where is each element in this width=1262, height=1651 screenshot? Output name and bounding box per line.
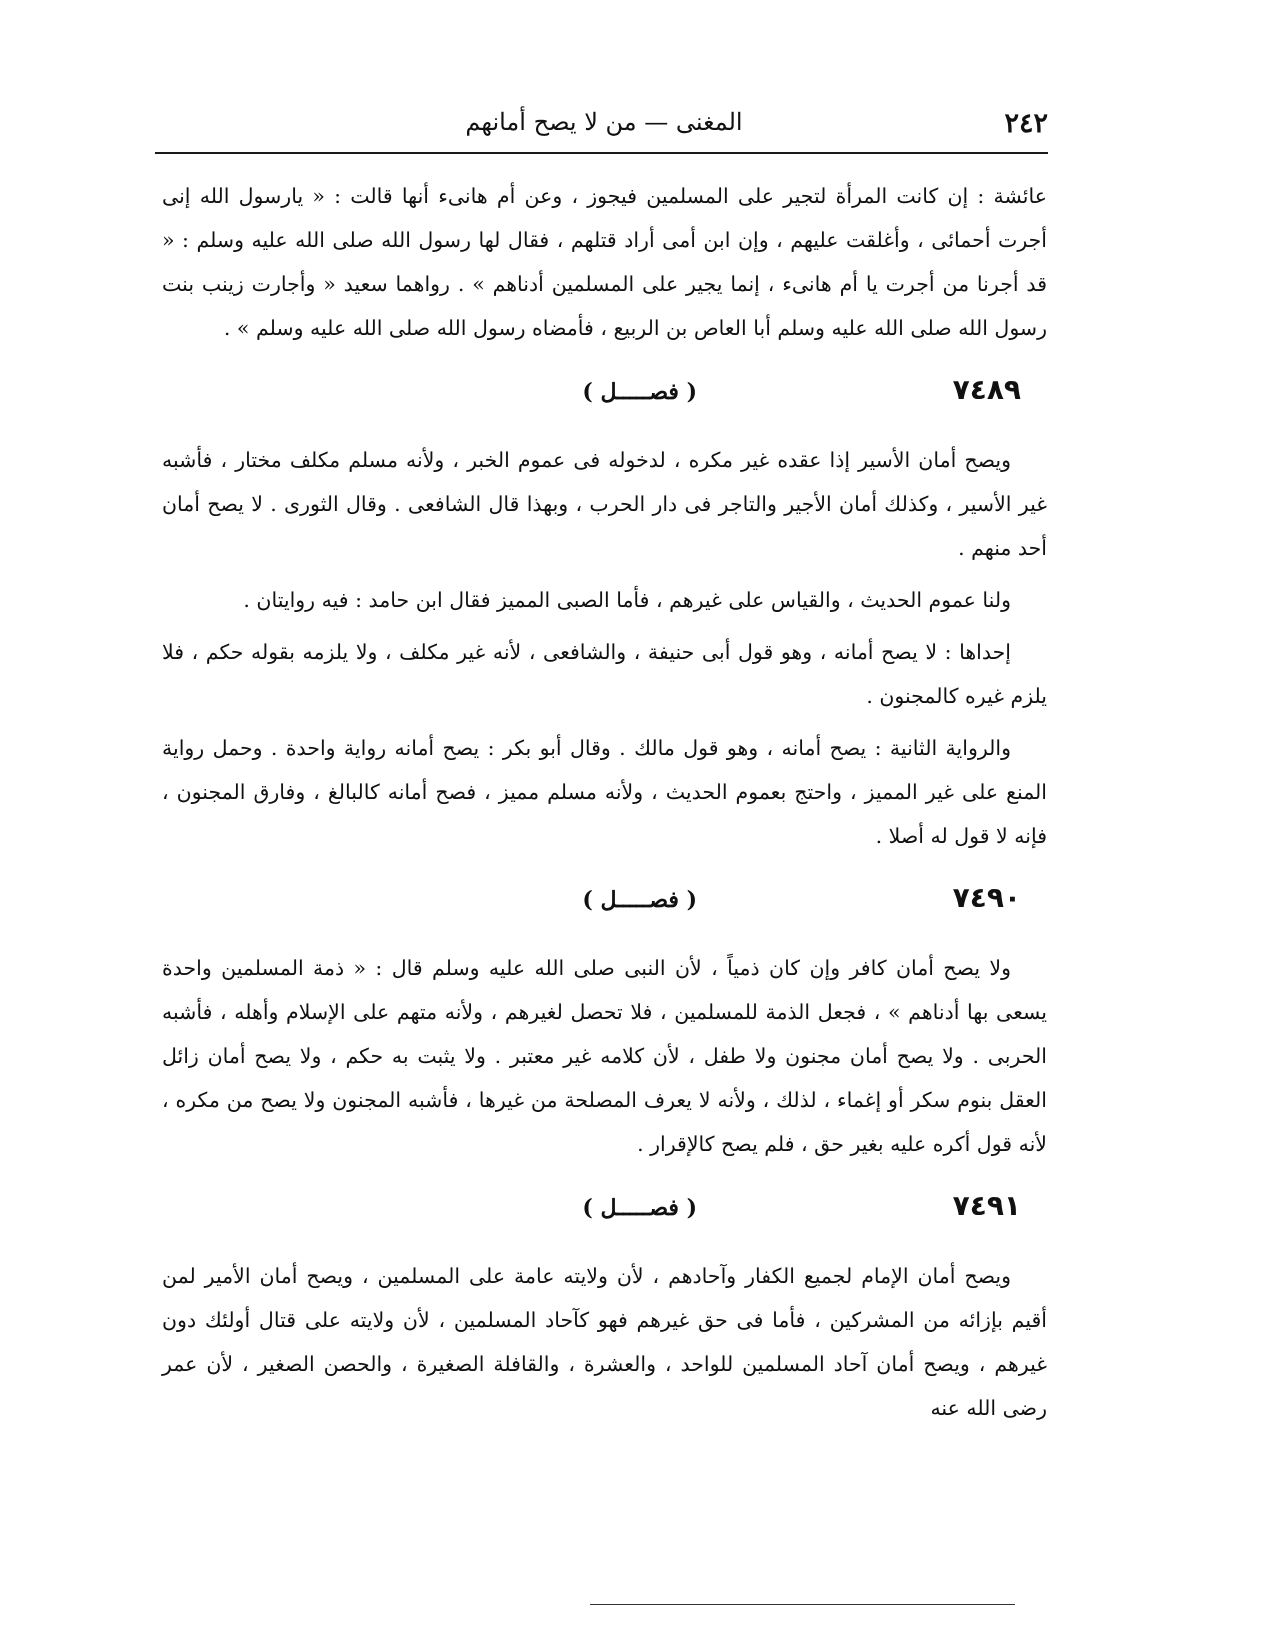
section-title: ( فصـــــل )	[582, 1195, 697, 1221]
page-number: ٢٤٢	[1004, 108, 1048, 139]
section-number: ٧٤٩٠	[952, 881, 1021, 914]
section-heading-7489	[162, 368, 1047, 414]
running-title: المغنى — من لا يصح أمانهم	[465, 108, 743, 136]
page-body	[162, 174, 1047, 1430]
paragraph: والرواية الثانية : يصح أمانه ، وهو قول مالك . وقال أبو بكر : يصح أمانه رواية واحدة . وحمل رواية المنع على غير المميز ، واحتج بعموم الحديث ، ولأنه مسلم مميز ، فصح أمانه كالبالغ ، وفارق المجنون ، فإنه لا قول له أصلا .	[162, 736, 1047, 848]
section-title: ( فصـــــل )	[582, 887, 697, 913]
page-header	[160, 100, 1048, 144]
intro-paragraph: عائشة : إن كانت المرأة لتجير على المسلمين فيجوز ، وعن أم هانىء أنها قالت : « يارسول الله إنى أجرت أحمائى ، وأغلقت عليهم ، وإن ابن أمى أراد قتلهم ، فقال لها رسول الله صلى الله عليه وسلم : « قد أجرنا من أجرت يا أم هانىء ، إنما يجير على المسلمين أدناهم » . رواهما سعيد « وأجارت زينب بنت رسول الله صلى الله عليه وسلم أبا العاص بن الربيع ، فأمضاه رسول الله صلى الله عليه وسلم » .	[162, 184, 1047, 340]
section-heading-7490	[162, 876, 1047, 922]
paragraph: إحداها : لا يصح أمانه ، وهو قول أبى حنيفة ، والشافعى ، لأنه غير مكلف ، ولا يلزمه بقوله حكم ، فلا يلزم غيره كالمجنون .	[162, 640, 1047, 708]
footer-rule	[590, 1604, 1015, 1605]
section-title: ( فصـــــل )	[582, 379, 697, 405]
header-rule	[155, 152, 1048, 154]
section-number: ٧٤٩١	[952, 1189, 1021, 1222]
section-heading-7491	[162, 1184, 1047, 1230]
paragraph: ولا يصح أمان كافر وإن كان ذمياً ، لأن النبى صلى الله عليه وسلم قال : « ذمة المسلمين واحدة يسعى بها أدناهم » ، فجعل الذمة للمسلمين ، فلا تحصل لغيرهم ، ولأنه متهم على الإسلام وأهله ، فأشبه الحربى . ولا يصح أمان مجنون ولا طفل ، لأن كلامه غير معتبر . ولا يثبت به حكم ، ولا يصح أمان زائل العقل بنوم سكر أو إغماء ، لذلك ، ولأنه لا يعرف المصلحة من غيرها ، فأشبه المجنون ولا يصح من مكره ، لأنه قول أكره عليه بغير حق ، فلم يصح كالإقرار .	[162, 956, 1047, 1156]
paragraph: ولنا عموم الحديث ، والقياس على غيرهم ، فأما الصبى المميز فقال ابن حامد : فيه روايتان .	[243, 588, 1011, 612]
paragraph: ويصح أمان الإمام لجميع الكفار وآحادهم ، لأن ولايته عامة على المسلمين ، ويصح أمان الأمير لمن أقيم بإزائه من المشركين ، فأما فى حق غيرهم فهو كآحاد المسلمين ، لأن ولايته على قتال أولئك دون غيرهم ، ويصح أمان آحاد المسلمين للواحد ، والعشرة ، والقافلة الصغيرة ، والحصن الصغير ، لأن عمر رضى الله عنه	[162, 1264, 1047, 1420]
section-number: ٧٤٨٩	[952, 373, 1021, 406]
paragraph: ويصح أمان الأسير إذا عقده غير مكره ، لدخوله فى عموم الخبر ، ولأنه مسلم مكلف مختار ، فأشبه غير الأسير ، وكذلك أمان الأجير والتاجر فى دار الحرب ، وبهذا قال الشافعى . وقال الثورى . لا يصح أمان أحد منهم .	[162, 448, 1047, 560]
